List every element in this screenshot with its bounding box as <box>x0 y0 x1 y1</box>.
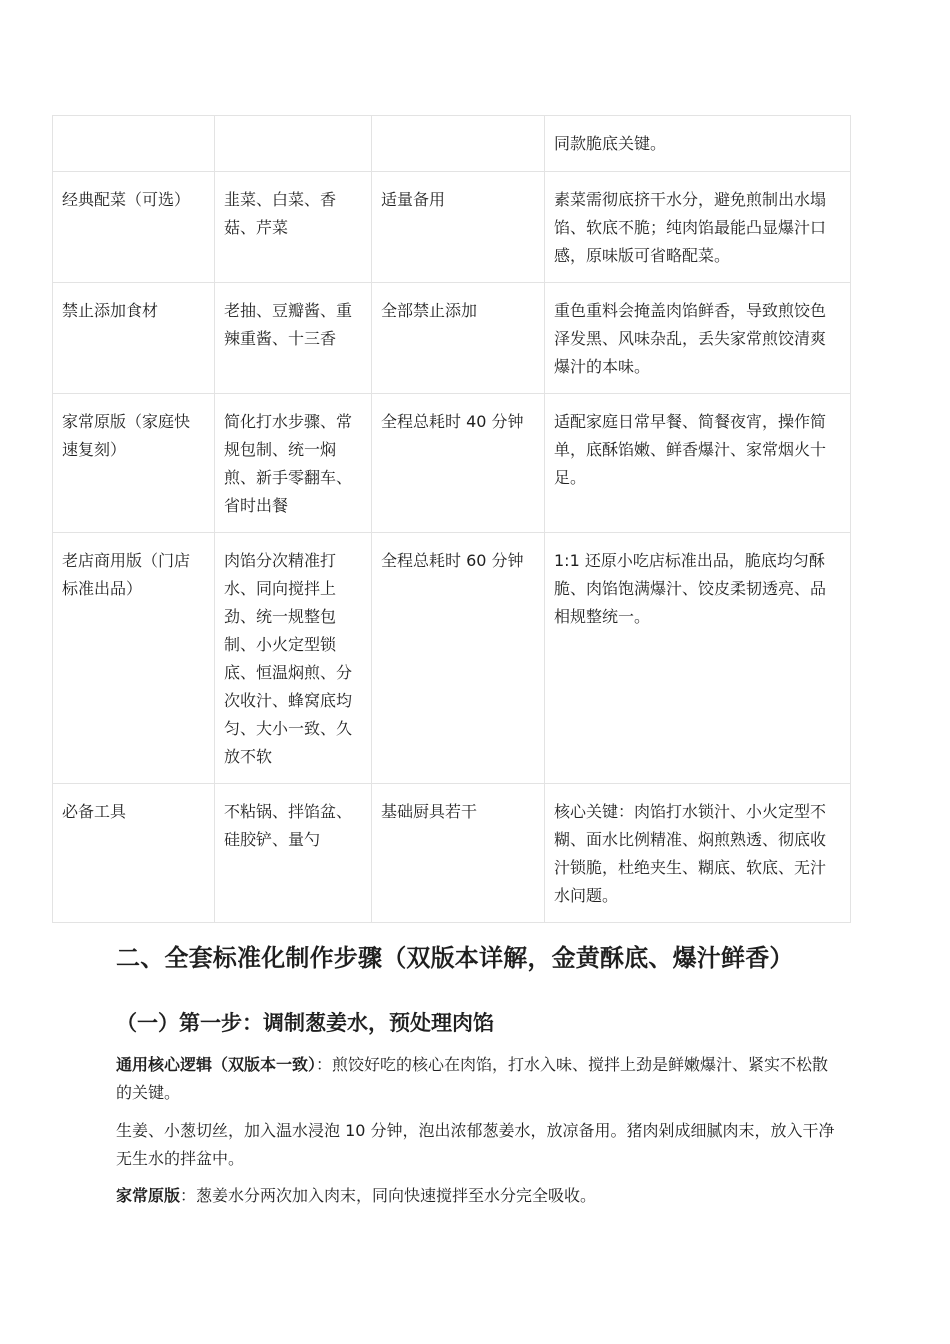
table-row <box>53 533 851 784</box>
paragraph-text: 生姜、小葱切丝，加入温水浸泡 10 分钟，泡出浓郁葱姜水，放凉备用。猪肉剁成细腻肉末，放入干净无生水的拌盆中。 <box>116 1121 835 1168</box>
table-cell: 1:1 还原小吃店标准出品，脆底均匀酥脆、肉馅饱满爆汁、饺皮柔韧透亮、品相规整统一。 <box>545 533 851 784</box>
paragraph-text: ：葱姜水分两次加入肉末，同向快速搅拌至水分完全吸收。 <box>180 1186 597 1205</box>
table-cell: 适量备用 <box>372 172 545 283</box>
paragraph-prep <box>116 1117 840 1173</box>
table-cell: 简化打水步骤、常规包制、统一焖煎、新手零翻车、省时出餐 <box>215 394 372 533</box>
table-row <box>53 116 851 172</box>
table-cell: 不粘锅、拌馅盆、硅胶铲、量勺 <box>215 784 372 923</box>
table-row <box>53 784 851 923</box>
table-cell: 经典配菜（可选） <box>53 172 215 283</box>
ingredient-table <box>52 115 851 923</box>
table-cell: 必备工具 <box>53 784 215 923</box>
section-heading: 二、全套标准化制作步骤（双版本详解，金黄酥底、爆汁鲜香） <box>116 944 794 972</box>
table-cell: 重色重料会掩盖肉馅鲜香，导致煎饺色泽发黑、风味杂乱，丢失家常煎饺清爽爆汁的本味。 <box>545 283 851 394</box>
paragraph-core-logic <box>116 1051 840 1107</box>
table-cell <box>215 116 372 172</box>
table-cell: 素菜需彻底挤干水分，避免煎制出水塌馅、软底不脆；纯肉馅最能凸显爆汁口感，原味版可省略配菜。 <box>545 172 851 283</box>
table-row <box>53 283 851 394</box>
table-cell: 同款脆底关键。 <box>545 116 851 172</box>
paragraph-text: ：煎饺好吃的核心在肉馅，打水入味、搅拌上劲是鲜嫩爆汁、紧实不松散的关键。 <box>116 1055 829 1102</box>
table-cell: 核心关键：肉馅打水锁汁、小火定型不糊、面水比例精准、焖煎熟透、彻底收汁锁脆，杜绝夹生、糊底、软底、无汁水问题。 <box>545 784 851 923</box>
table-cell: 韭菜、白菜、香菇、芹菜 <box>215 172 372 283</box>
paragraph-home-version <box>116 1182 840 1210</box>
table-cell: 禁止添加食材 <box>53 283 215 394</box>
table-cell: 老抽、豆瓣酱、重辣重酱、十三香 <box>215 283 372 394</box>
subsection-heading: （一）第一步：调制葱姜水，预处理肉馅 <box>116 1011 494 1035</box>
table-row <box>53 394 851 533</box>
table-cell: 基础厨具若干 <box>372 784 545 923</box>
table-cell: 全部禁止添加 <box>372 283 545 394</box>
table-cell: 全程总耗时 40 分钟 <box>372 394 545 533</box>
table-row <box>53 172 851 283</box>
bold-lead: 通用核心逻辑（双版本一致） <box>116 1055 317 1074</box>
table-cell: 家常原版（家庭快速复刻） <box>53 394 215 533</box>
table-cell <box>372 116 545 172</box>
table-cell: 全程总耗时 60 分钟 <box>372 533 545 784</box>
bold-lead: 家常原版 <box>116 1186 181 1205</box>
table-cell: 老店商用版（门店标准出品） <box>53 533 215 784</box>
table-cell: 适配家庭日常早餐、简餐夜宵，操作简单，底酥馅嫩、鲜香爆汁、家常烟火十足。 <box>545 394 851 533</box>
table-cell: 肉馅分次精准打水、同向搅拌上劲、统一规整包制、小火定型锁底、恒温焖煎、分次收汁、蜂窝底均匀、大小一致、久放不软 <box>215 533 372 784</box>
table-cell <box>53 116 215 172</box>
